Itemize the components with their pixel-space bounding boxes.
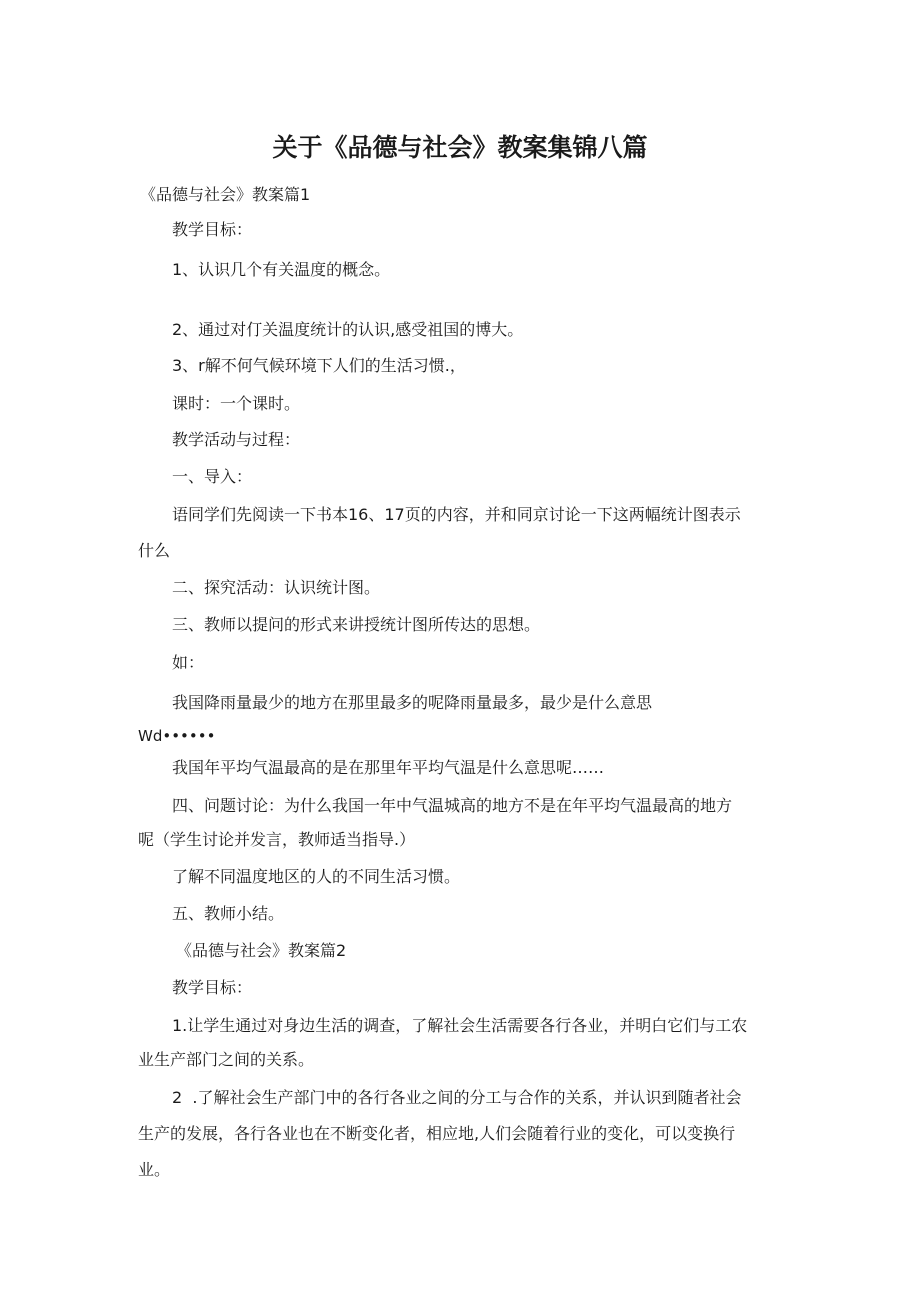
section-heading: 《品德与社会》教案篇2 xyxy=(176,941,347,960)
objective-item: 1、认识几个有关温度的概念。 xyxy=(172,260,391,279)
process-label: 教学活动与过程： xyxy=(172,430,301,449)
step-heading: 三、教师以提问的形式来讲授统计图所传达的思想。 xyxy=(172,615,541,634)
paragraph-line: 1.让学生通过对身边生活的调查，了解社会生活需要各行各业，并明白它们与工农 xyxy=(172,1016,748,1035)
paragraph-line: 什么 xyxy=(138,541,171,560)
step-heading: 一、导入： xyxy=(172,467,253,486)
paragraph-line: 呢（学生讨论并发言，教师适当指导.） xyxy=(138,830,416,849)
paragraph-line: 业。 xyxy=(138,1160,171,1179)
paragraph-line: 生产的发展，各行各业也在不断变化者，相应地,人们会随着行业的变化，可以变换行 xyxy=(138,1124,736,1143)
paragraph-line: 业生产部门之间的关系。 xyxy=(138,1050,315,1069)
section-heading: 《品德与社会》教案篇1 xyxy=(140,185,311,204)
step-heading: 五、教师小结。 xyxy=(172,904,285,923)
paragraph-line: 2 .了解社会生产部门中的各行各业之间的分工与合作的关系，并认识到随者社会 xyxy=(172,1088,742,1107)
paragraph-line: 语同学们先阅读一下书本16、17页的内容，并和同京讨论一下这两幅统计图表示 xyxy=(172,505,741,524)
example-label: 如： xyxy=(172,653,205,672)
paragraph-line: 四、问题讨论：为什么我国一年中气温城高的地方不是在年平均气温最高的地方 xyxy=(172,796,733,815)
paragraph-line: 了解不同温度地区的人的不同生活习惯。 xyxy=(172,867,461,886)
objectives-label: 教学目标： xyxy=(172,220,253,239)
document-title: 关于《品德与社会》教案集锦八篇 xyxy=(272,133,648,162)
paragraph-line: 我国年平均气温最高的是在那里年平均气温是什么意思呢…… xyxy=(172,758,605,777)
objectives-label: 教学目标： xyxy=(172,978,253,997)
paragraph-line: 我国降雨量最少的地方在那里最多的呢降雨量最多，最少是什么意思 xyxy=(172,693,653,712)
step-heading: 二、探究活动：认识统计图。 xyxy=(172,578,381,597)
objective-item: 2、通过对仃关温度统计的认识,感受祖国的博大。 xyxy=(172,320,524,339)
objective-item: 3、r解不何气候环境下人们的生活习惯.， xyxy=(172,356,466,375)
lesson-time: 课时：一个课时。 xyxy=(172,394,301,413)
paragraph-line: Wd•••••• xyxy=(138,727,216,745)
